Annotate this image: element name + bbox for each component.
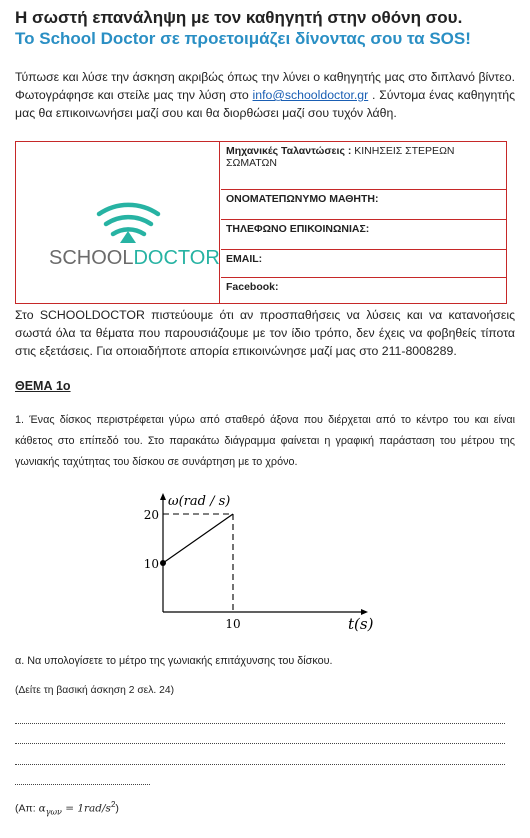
angular-velocity-chart [130, 485, 390, 635]
logo-doctor: DOCTOR [133, 247, 220, 269]
wifi-logo-icon [16, 142, 219, 303]
intro-paragraph [15, 68, 515, 122]
answer-line-4[interactable] [15, 784, 150, 785]
y-tick-label: 20 [143, 508, 159, 522]
answer-symbol: α [38, 802, 46, 815]
schooldoctor-logo [16, 142, 220, 303]
y-axis-label: ω(rad / s) [168, 494, 231, 509]
x-tick-label: 10 [225, 617, 241, 631]
subject-row [221, 142, 506, 190]
phone-field[interactable]: ΤΗΛΕΦΩΝΟ ΕΠΙΚΟΙΝΩΝΙΑΣ: [221, 220, 506, 250]
student-info-table [15, 141, 507, 304]
question-text: 1. Ένας δίσκος περιστρέφεται γύρω από σταθερό άξονα που διέρχεται από το κέντρο του και είναι κάθετος στο επίπεδό του. Στο παρακάτω διάγραμμα φαίνεται η γραφική παράσταση του μέτρου της γωνιακής ταχύτητας του δίσκου σε συνάρτηση με το χρόνο. [15, 414, 515, 468]
page-title: Η σωστή επανάληψη με τον καθηγητή στην οθόνη σου. [15, 8, 463, 27]
x-axis-label: t(s) [348, 615, 374, 633]
data-point [160, 560, 166, 566]
y-tick-label: 10 [143, 557, 159, 571]
subject-value: ΚΙΝΗΣΕΙΣ ΣΤΕΡΕΩΝ ΣΩΜΑΤΩΝ [226, 145, 455, 169]
facebook-field[interactable]: Facebook: [226, 281, 279, 293]
logo-school: SCHOOL [49, 247, 134, 269]
y-axis-arrow [160, 493, 166, 500]
email-field[interactable]: EMAIL: [221, 250, 506, 278]
answer-line-1[interactable] [15, 723, 505, 724]
intro-text: Τύπωσε και λύσε την άσκηση ακριβώς όπως την λύνει ο καθηγητής μας στο διπλανό βίντεο. Φωτογράφησε και στείλε μας την λύση στο [15, 70, 515, 102]
body-paragraph: Στο SCHOOLDOCTOR πιστεύουμε ότι αν προσπαθήσεις να λύσεις και να κατανοήσεις σωστά όλα τα θέματα που παρουσιάζουμε με τον ίδιο τρόπο, δεν έχεις να φοβηθείς τίποτα στις εξετάσεις. Για οποιαδήποτε απορία επικοινώνησε μαζί μας στο 211-8008289. [15, 308, 515, 358]
hint-text: (Δείτε τη βασική άσκηση 2 σελ. 24) [15, 685, 175, 696]
answer-exponent: 2 [110, 800, 116, 809]
email-link[interactable]: info@schooldoctor.gr [252, 88, 369, 102]
series-line [163, 514, 233, 563]
logo-text [49, 247, 220, 270]
intro-text-end: . Σύντομα ένας καθηγητής μας θα επικοινωνήσει μαζί σου και θα διορθώσει μαζί σου τυχόν λάθη. [15, 88, 515, 120]
answer-value: = 1rad/s [61, 802, 111, 815]
answer-line-2[interactable] [15, 743, 505, 744]
answer-text [15, 800, 119, 817]
answer-prefix: (Απ: [15, 802, 39, 815]
subject-label: Μηχανικές Ταλαντώσεις : [226, 145, 352, 157]
student-name-field[interactable]: ΟΝΟΜΑΤΕΠΩΝΥΜΟ ΜΑΘΗΤΗ: [221, 190, 506, 220]
subquestion-a: α. Να υπολογίσετε το μέτρο της γωνιακής επιτάχυνσης του δίσκου. [15, 655, 333, 667]
page-subtitle: Το School Doctor σε προετοιμάζει δίνοντας σου τα SOS! [15, 29, 471, 48]
answer-line-3[interactable] [15, 764, 505, 765]
section-title: ΘΕΜΑ 1ο [15, 379, 71, 393]
answer-subscript: γων [45, 807, 62, 817]
answer-close: ) [115, 802, 119, 815]
